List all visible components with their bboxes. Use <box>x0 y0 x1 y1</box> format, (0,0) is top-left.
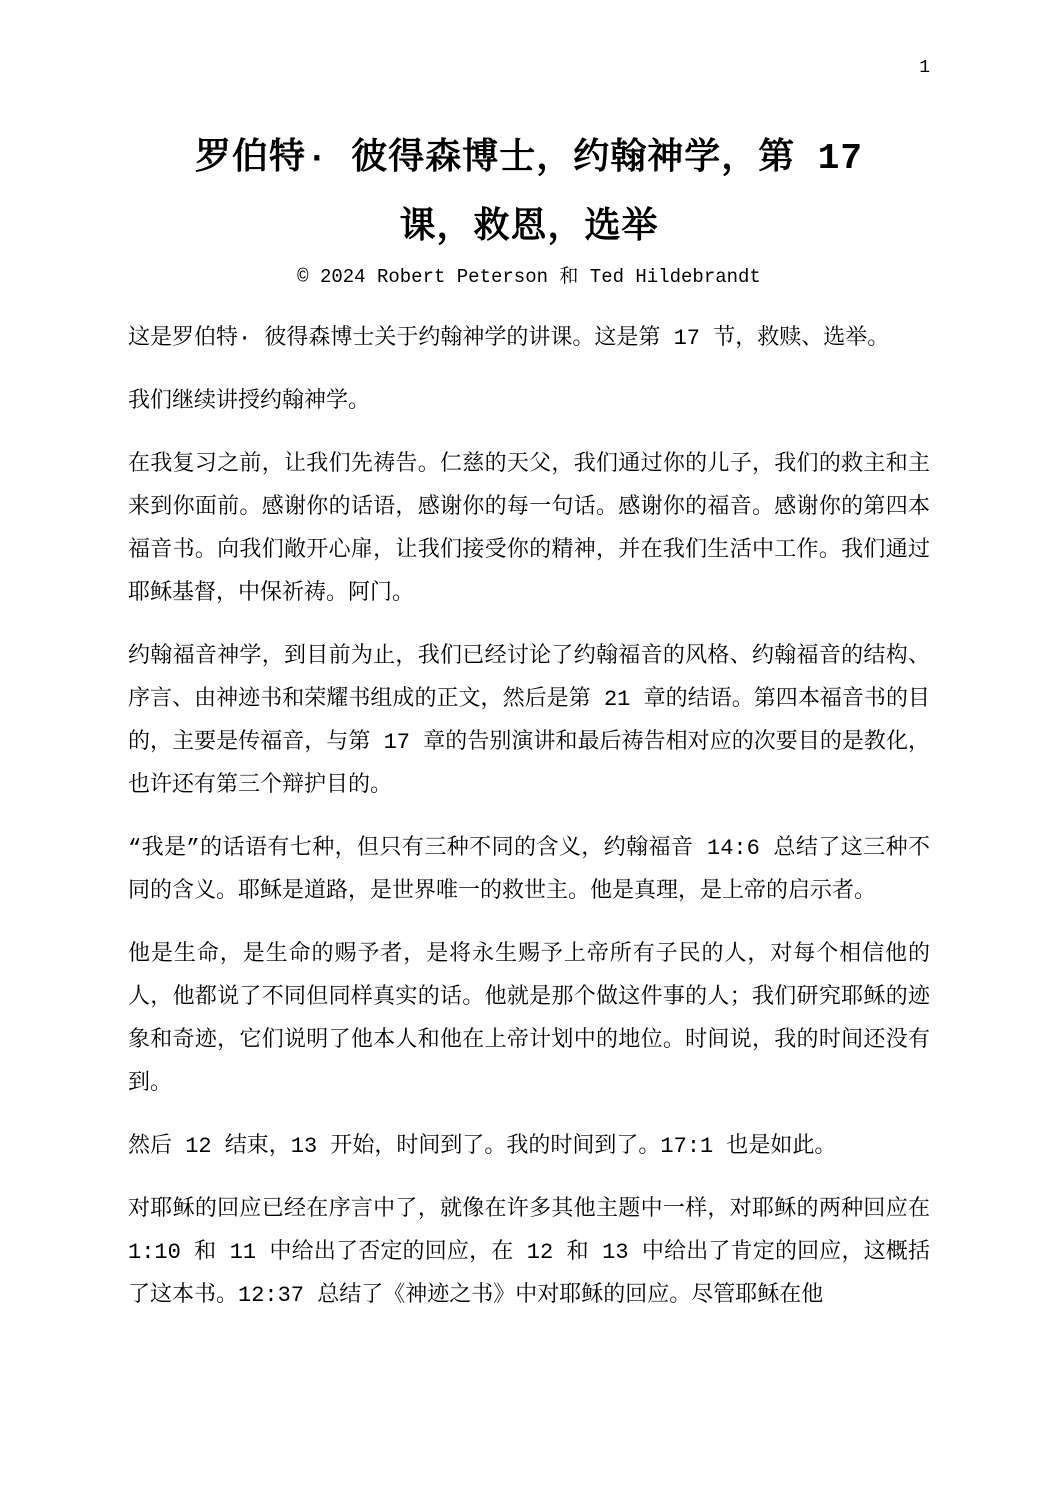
copyright-line: © 2024 Robert Peterson 和 Ted Hildebrandt <box>297 266 761 288</box>
paragraph: 然后 12 结束，13 开始，时间到了。我的时间到了。17:1 也是如此。 <box>128 1134 837 1159</box>
paragraph: 这是罗伯特· 彼得森博士关于约翰神学的讲课。这是第 17 节，救赎、选举。 <box>128 326 890 351</box>
document-body <box>128 317 930 1317</box>
title-line-2: 课，救恩，选举 <box>399 207 659 248</box>
paragraph: “我是”的话语有七种，但只有三种不同的含义，约翰福音 14:6 总结了这三种不同的含义。耶稣是道路，是世界唯一的救世主。他是真理，是上帝的启示者。 <box>128 836 930 904</box>
page-number: 1 <box>919 58 930 78</box>
paragraph: 对耶稣的回应已经在序言中了，就像在许多其他主题中一样，对耶稣的两种回应在 1:10 和 11 中给出了否定的回应，在 12 和 13 中给出了肯定的回应，这概括了这本书。12:37 总结了《神迹之书》中对耶稣的回应。尽管耶稣在他 <box>128 1197 930 1308</box>
paragraph: 约翰福音神学，到目前为止，我们已经讨论了约翰福音的风格、约翰福音的结构、序言、由神迹书和荣耀书组成的正文，然后是第 21 章的结语。第四本福音书的目的，主要是传福音，与第 17 章的告别演讲和最后祷告相对应的次要目的是教化，也许还有第三个辩护目的。 <box>128 644 930 798</box>
paragraph: 我们继续讲授约翰神学。 <box>128 389 371 414</box>
document-title <box>128 124 930 262</box>
paragraph: 他是生命，是生命的赐予者，是将永生赐予上帝所有子民的人，对每个相信他的人，他都说了不同但同样真实的话。他就是那个做这件事的人；我们研究耶稣的迹象和奇迹，它们说明了他本人和他在上帝计划中的地位。时间说，我的时间还没有到。 <box>128 942 930 1096</box>
paragraph: 在我复习之前，让我们先祷告。仁慈的天父，我们通过你的儿子，我们的救主和主来到你面前。感谢你的话语，感谢你的每一句话。感谢你的福音。感谢你的第四本福音书。向我们敞开心扉，让我们接受你的精神，并在我们生活中工作。我们通过耶稣基督，中保祈祷。阿门。 <box>128 452 930 606</box>
title-line-1: 罗伯特· 彼得森博士，约翰神学，第 17 <box>194 138 864 179</box>
